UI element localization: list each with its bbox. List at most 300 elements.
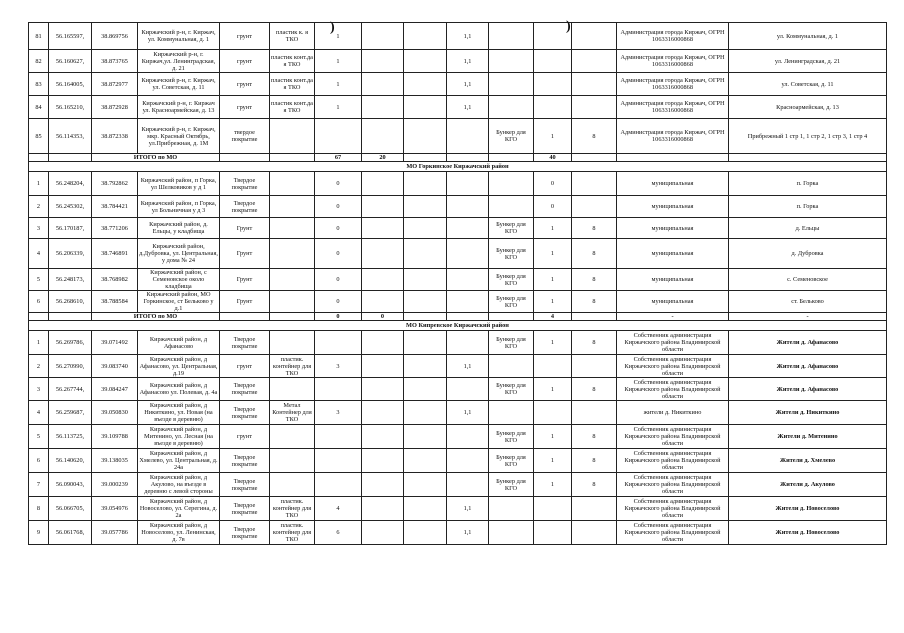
table-cell: Твердое покрытие [220,497,270,521]
table-cell: ул. Ленинградская, д. 21 [729,50,887,73]
table-cell [404,23,447,50]
table-cell: 39.054976 [92,497,138,521]
table-cell: Твердое покрытие [220,521,270,545]
table-cell [447,378,489,401]
table-cell [404,172,447,196]
table-cell: 39.057786 [92,521,138,545]
table-cell: ИТОГО по МО [92,154,220,162]
table-cell: п. Горка [729,172,887,196]
table-cell: Собственник администрация Киржачского района Владимирской области [617,497,729,521]
table-cell: 1 [534,473,572,497]
table-cell: 4 [315,497,362,521]
table-cell: 39.050830 [92,401,138,425]
table-cell [404,291,447,313]
table-cell: 39.109788 [92,425,138,449]
table-cell: Собственник администрация Киржачского района Владимирской области [617,355,729,378]
table-cell: Бункер для КГО [489,331,534,355]
table-cell [489,96,534,119]
table-cell: Киржачский район, д Афанасово, ул. Центральная, д.19 [138,355,220,378]
table-cell: 1 [534,218,572,239]
handwritten-mark-1: ) [330,20,335,35]
table-cell: 38.872977 [92,73,138,96]
table-cell: Жители д. Хмелево [729,449,887,473]
table-cell: Твердое покрытие [220,331,270,355]
table-cell [489,355,534,378]
table-cell [270,313,315,321]
table-cell: муниципальная [617,239,729,269]
table-row [29,218,887,239]
table-cell [362,355,404,378]
table-row [29,331,887,355]
table-cell: Киржачский р-н, г. Киржач, ул. Коммунальная, д. 1 [138,23,220,50]
table-cell: 8 [572,218,617,239]
table-cell: Бункер для КГО [489,218,534,239]
table-cell [534,355,572,378]
table-cell: Собственник администрация Киржачского района Владимирской области [617,378,729,401]
table-cell: Грунт [220,291,270,313]
table-cell: 0 [362,313,404,321]
table-cell: 1,1 [447,401,489,425]
table-cell [270,154,315,162]
table-cell: 1,1 [447,50,489,73]
table-cell [447,331,489,355]
table-cell [49,313,92,321]
table-cell: пластик. контейнер для ТКО [270,497,315,521]
table-cell: - [617,313,729,321]
table-cell: Киржачский район, д Новоселово, ул. Серегина, д. 2а [138,497,220,521]
table-cell: 81 [29,23,49,50]
table-cell [404,449,447,473]
table-cell [362,331,404,355]
table-cell: 39.071492 [92,331,138,355]
table-cell: 3 [315,355,362,378]
table-cell: Собственник администрация Киржачского района Владимирской области [617,473,729,497]
table-cell: Администрация города Киржач, ОГРН 1063316000868 [617,119,729,154]
table-cell [572,521,617,545]
table-cell: Бункер для КГО [489,449,534,473]
table-cell [572,154,617,162]
table-row [29,521,887,545]
table-row [29,50,887,73]
table-cell [489,172,534,196]
table-cell: ИТОГО по МО [92,313,220,321]
table-cell: Метал Контейнер для ТКО [270,401,315,425]
table-cell [270,269,315,291]
table-cell: 56.248173, [49,269,92,291]
table-cell [362,521,404,545]
table-cell: Прибрежный 1 стр 1, 1 стр 2, 1 стр 3, 1 стр 4 [729,119,887,154]
table-cell: Жители д. Акулово [729,473,887,497]
total-row [29,313,887,321]
table-cell [362,119,404,154]
table-row [29,378,887,401]
table-cell: 1 [534,291,572,313]
table-cell [270,425,315,449]
table-cell: 56.245302, [49,196,92,218]
table-cell: 3 [315,401,362,425]
table-cell: МО Кипревское Киржачский район [29,321,887,331]
table-cell: Администрация города Киржач, ОГРН 1063316000868 [617,50,729,73]
table-cell [362,401,404,425]
table-cell [362,96,404,119]
table-cell [29,313,49,321]
table-cell: 1,1 [447,497,489,521]
table-cell: 38.768982 [92,269,138,291]
table-cell: 20 [362,154,404,162]
table-cell [447,269,489,291]
table-cell [404,96,447,119]
table-cell [362,425,404,449]
table-cell: 56.140620, [49,449,92,473]
table-cell [315,473,362,497]
table-cell [489,313,534,321]
table-cell: 1 [315,96,362,119]
table-cell: 56.206339, [49,239,92,269]
table-cell [489,196,534,218]
table-cell: Жители д. Новоселово [729,497,887,521]
table-cell [572,196,617,218]
table-cell [270,331,315,355]
section-title-row [29,162,887,172]
table-cell [362,378,404,401]
table-cell: 8 [572,473,617,497]
table-cell [534,96,572,119]
table-cell: 56.248204, [49,172,92,196]
table-cell: грунт [220,355,270,378]
table-cell [29,154,49,162]
table-cell [404,196,447,218]
table-cell [447,218,489,239]
table-cell [404,269,447,291]
table-cell: Администрация города Киржач, ОГРН 1063316000868 [617,96,729,119]
table-cell: 1,1 [447,96,489,119]
table-cell: 3 [29,378,49,401]
table-cell: 1 [29,172,49,196]
table-cell [447,172,489,196]
table-cell [489,73,534,96]
table-cell: грунт [220,96,270,119]
table-cell: 0 [534,196,572,218]
table-cell [489,497,534,521]
table-cell [572,172,617,196]
table-cell: Киржачский район, п Горка, ул Шелковиков у д 1 [138,172,220,196]
table-cell [534,521,572,545]
table-cell [617,154,729,162]
table-cell [572,355,617,378]
table-cell [220,154,270,162]
table-cell: Киржачский район, МО Горкинское, ст Бельково у д.1 [138,291,220,313]
table-cell: 7 [29,473,49,497]
table-cell: 0 [315,291,362,313]
table-cell: 0 [315,269,362,291]
table-cell [404,401,447,425]
table-row [29,449,887,473]
table-cell: 39.000239 [92,473,138,497]
table-cell [404,521,447,545]
table-row [29,196,887,218]
table-cell [572,497,617,521]
table-cell: 56.268610, [49,291,92,313]
table-cell [404,50,447,73]
table-cell: 8 [572,119,617,154]
table-cell: грунт [220,23,270,50]
table-cell: 82 [29,50,49,73]
table-cell: 8 [572,425,617,449]
table-cell [315,331,362,355]
table-cell: Киржачский район, д Никиткино, ул. Новая (на въезде в деревню) [138,401,220,425]
table-cell [270,239,315,269]
table-cell: Собственник администрация Киржачского района Владимирской области [617,425,729,449]
table-cell: Администрация города Киржач, ОГРН 1063316000868 [617,73,729,96]
table-cell: 56.090043, [49,473,92,497]
table-cell [362,269,404,291]
table-cell: 38.771206 [92,218,138,239]
table-cell: Киржачский район, д.Дубровка, ул. Центральная, у дома № 24 [138,239,220,269]
table-cell [404,119,447,154]
table-cell: 83 [29,73,49,96]
table-cell [729,154,887,162]
table-row [29,23,887,50]
table-cell [534,497,572,521]
table-cell: 0 [315,218,362,239]
table-cell [315,119,362,154]
table-cell: муниципальная [617,291,729,313]
table-cell [270,218,315,239]
table-row [29,425,887,449]
table-cell [447,449,489,473]
table-cell [362,73,404,96]
table-cell: 9 [29,521,49,545]
table-cell: Бункер для КГО [489,291,534,313]
table-cell [447,239,489,269]
handwritten-mark-2: ) [566,19,571,34]
table-cell [270,378,315,401]
table-cell: 8 [572,378,617,401]
table-cell [362,291,404,313]
table-cell [404,378,447,401]
table-row [29,172,887,196]
total-row [29,154,887,162]
table-cell: 56.160627, [49,50,92,73]
table-cell: Твердое покрытие [220,196,270,218]
table-cell: 56.061768, [49,521,92,545]
table-cell: Красноармейская, д. 13 [729,96,887,119]
table-cell: 56.259687, [49,401,92,425]
table-cell [270,196,315,218]
table-row [29,497,887,521]
table-cell: 8 [572,449,617,473]
table-cell: 1 [534,449,572,473]
table-cell [572,401,617,425]
table-cell [572,96,617,119]
table-cell: 56.114353, [49,119,92,154]
table-cell [572,313,617,321]
table-cell: Киржачский район, д Новоселово, ул. Ленинская, д. 7в [138,521,220,545]
table-row [29,473,887,497]
table-cell [489,521,534,545]
table-cell: 6 [29,291,49,313]
table-cell [362,196,404,218]
table-cell: Киржачский район, д Хмелево, ул. Центральная, д. 24а [139,450,218,471]
table-cell [404,73,447,96]
table-cell: Киржачский район, д. Ельцы, у кладбища [138,218,220,239]
table-cell: 56.164005, [49,73,92,96]
table-cell [572,73,617,96]
table-cell: Грунт [220,269,270,291]
table-cell: пластик к. я ТКО [270,23,315,50]
table-cell: МО Горкинское Киржачский район [29,162,887,172]
table-cell: Собственник администрация Киржачского района Владимирской области [617,331,729,355]
table-cell: 38.872928 [92,96,138,119]
table-cell: Киржачский р-н, г. Киржач ул. Красноармейская, д. 13 [138,96,220,119]
table-cell [270,449,315,473]
table-cell [362,497,404,521]
table-cell: Бункер для КГО [489,473,534,497]
table-row [29,96,887,119]
table-cell: 39.138035 [92,449,138,473]
table-cell [447,313,489,321]
table-cell: муниципальная [617,196,729,218]
table-row [29,401,887,425]
table-cell: пластик конт.да я ТКО [270,73,315,96]
table-cell: грунт [220,73,270,96]
table-cell [489,154,534,162]
table-cell [315,425,362,449]
table-row [29,269,887,291]
table-cell: 56.170187, [49,218,92,239]
table-cell: 2 [29,355,49,378]
table-cell [489,50,534,73]
table-cell: 39.084247 [92,378,138,401]
table-cell [270,172,315,196]
table-cell [404,239,447,269]
table-cell: грунт [220,50,270,73]
table-cell: 56.270990, [49,355,92,378]
table-cell: 4 [29,401,49,425]
table-cell [489,401,534,425]
table-cell: п. Горка [729,196,887,218]
table-cell: 8 [572,331,617,355]
table-cell: 8 [29,497,49,521]
table-cell: Киржачский р-н, г. Киржач,ул. Ленинградская, д. 21 [138,50,220,73]
table-cell: 0 [534,172,572,196]
table-cell: - [729,313,887,321]
table-cell: 56.113725, [49,425,92,449]
table-cell: 39.083740 [92,355,138,378]
table-cell [404,154,447,162]
document-sheet [28,19,886,545]
table-cell [447,196,489,218]
table-cell: 4 [29,239,49,269]
table-cell: ст. Бельково [729,291,887,313]
table-cell: Твердое покрытие [220,449,270,473]
table-cell: 38.873765 [92,50,138,73]
table-cell: 6 [315,521,362,545]
table-cell: с. Семеновское [729,269,887,291]
table-cell: ул. Советская, д. 11 [729,73,887,96]
table-cell: 85 [29,119,49,154]
table-cell: Жители д. Афанасово [729,355,887,378]
table-cell: пластик конт.да я ТКО [270,96,315,119]
table-cell [362,23,404,50]
table-cell: 0 [315,239,362,269]
table-cell [362,218,404,239]
table-cell [572,50,617,73]
table-cell: 84 [29,96,49,119]
table-cell: 1,1 [447,521,489,545]
table-cell: 0 [315,196,362,218]
table-cell: Твердое покрытие [220,401,270,425]
table-cell: Администрация города Киржач, ОГРН 1063316000868 [617,23,729,50]
table-cell: 4 [534,313,572,321]
table-cell: 38.869756 [92,23,138,50]
table-cell: Киржачский район, п Горка, ул Больничная у д 3 [138,196,220,218]
table-cell: 1 [29,331,49,355]
table-cell: 56.267744, [49,378,92,401]
table-cell: 1 [534,425,572,449]
table-cell: 1,1 [447,355,489,378]
table-row [29,355,887,378]
table-cell: Твердое покрытие [220,378,270,401]
table-cell: 38.784421 [92,196,138,218]
table-cell [362,172,404,196]
table-cell: Киржачский район, д Афанасово ул. Полевая, д. 4а [138,378,220,401]
table-cell: 1 [315,23,362,50]
table-cell [270,119,315,154]
table-cell [404,355,447,378]
table-cell [362,239,404,269]
table-cell: Киржачский район, д Митенино, ул. Лесная (на въезде в деревню) [138,425,220,449]
table-cell: д. Ельцы [729,218,887,239]
table-cell: 3 [29,218,49,239]
table-cell: ул. Коммунальная, д. 1 [729,23,887,50]
table-cell: 1 [534,378,572,401]
table-cell [534,401,572,425]
table-cell: грунт [220,425,270,449]
table-cell: Жители д. Новоселово [729,521,887,545]
table-cell [447,154,489,162]
table-row [29,239,887,269]
table-cell: Твердое покрытие [220,473,270,497]
table-cell: 1 [534,269,572,291]
table-cell [315,378,362,401]
table-cell: Киржачский район, д Афанасово [138,331,220,355]
table-cell: жители д. Никиткино [617,401,729,425]
table-cell: Собственник администрация Киржачского района Владимирской области [617,449,729,473]
table-cell [220,313,270,321]
table-cell: Жители д. Никиткино [729,401,887,425]
table-cell: Киржачский р-н, г. Киржач, мкр. Красный Октябрь, ул.Прибрежная, д. 1М [138,119,220,154]
table-cell [404,331,447,355]
table-cell: муниципальная [617,172,729,196]
table-cell: Твердое покрытие [220,172,270,196]
table-cell: Бункер для КГО [489,425,534,449]
table-cell: Бункер для КГО [489,119,534,154]
table-cell: 1,1 [447,73,489,96]
table-cell [404,218,447,239]
table-cell: д. Дубровка [729,239,887,269]
table-cell: 38.746891 [92,239,138,269]
table-cell: Грунт [220,239,270,269]
table-cell: 38.872338 [92,119,138,154]
table-cell: Бункер для КГО [489,239,534,269]
table-cell [270,473,315,497]
table-cell: муниципальная [617,218,729,239]
table-cell: 38.788584 [92,291,138,313]
table-cell: 0 [315,313,362,321]
table-cell: 1 [534,331,572,355]
table-cell [572,23,617,50]
